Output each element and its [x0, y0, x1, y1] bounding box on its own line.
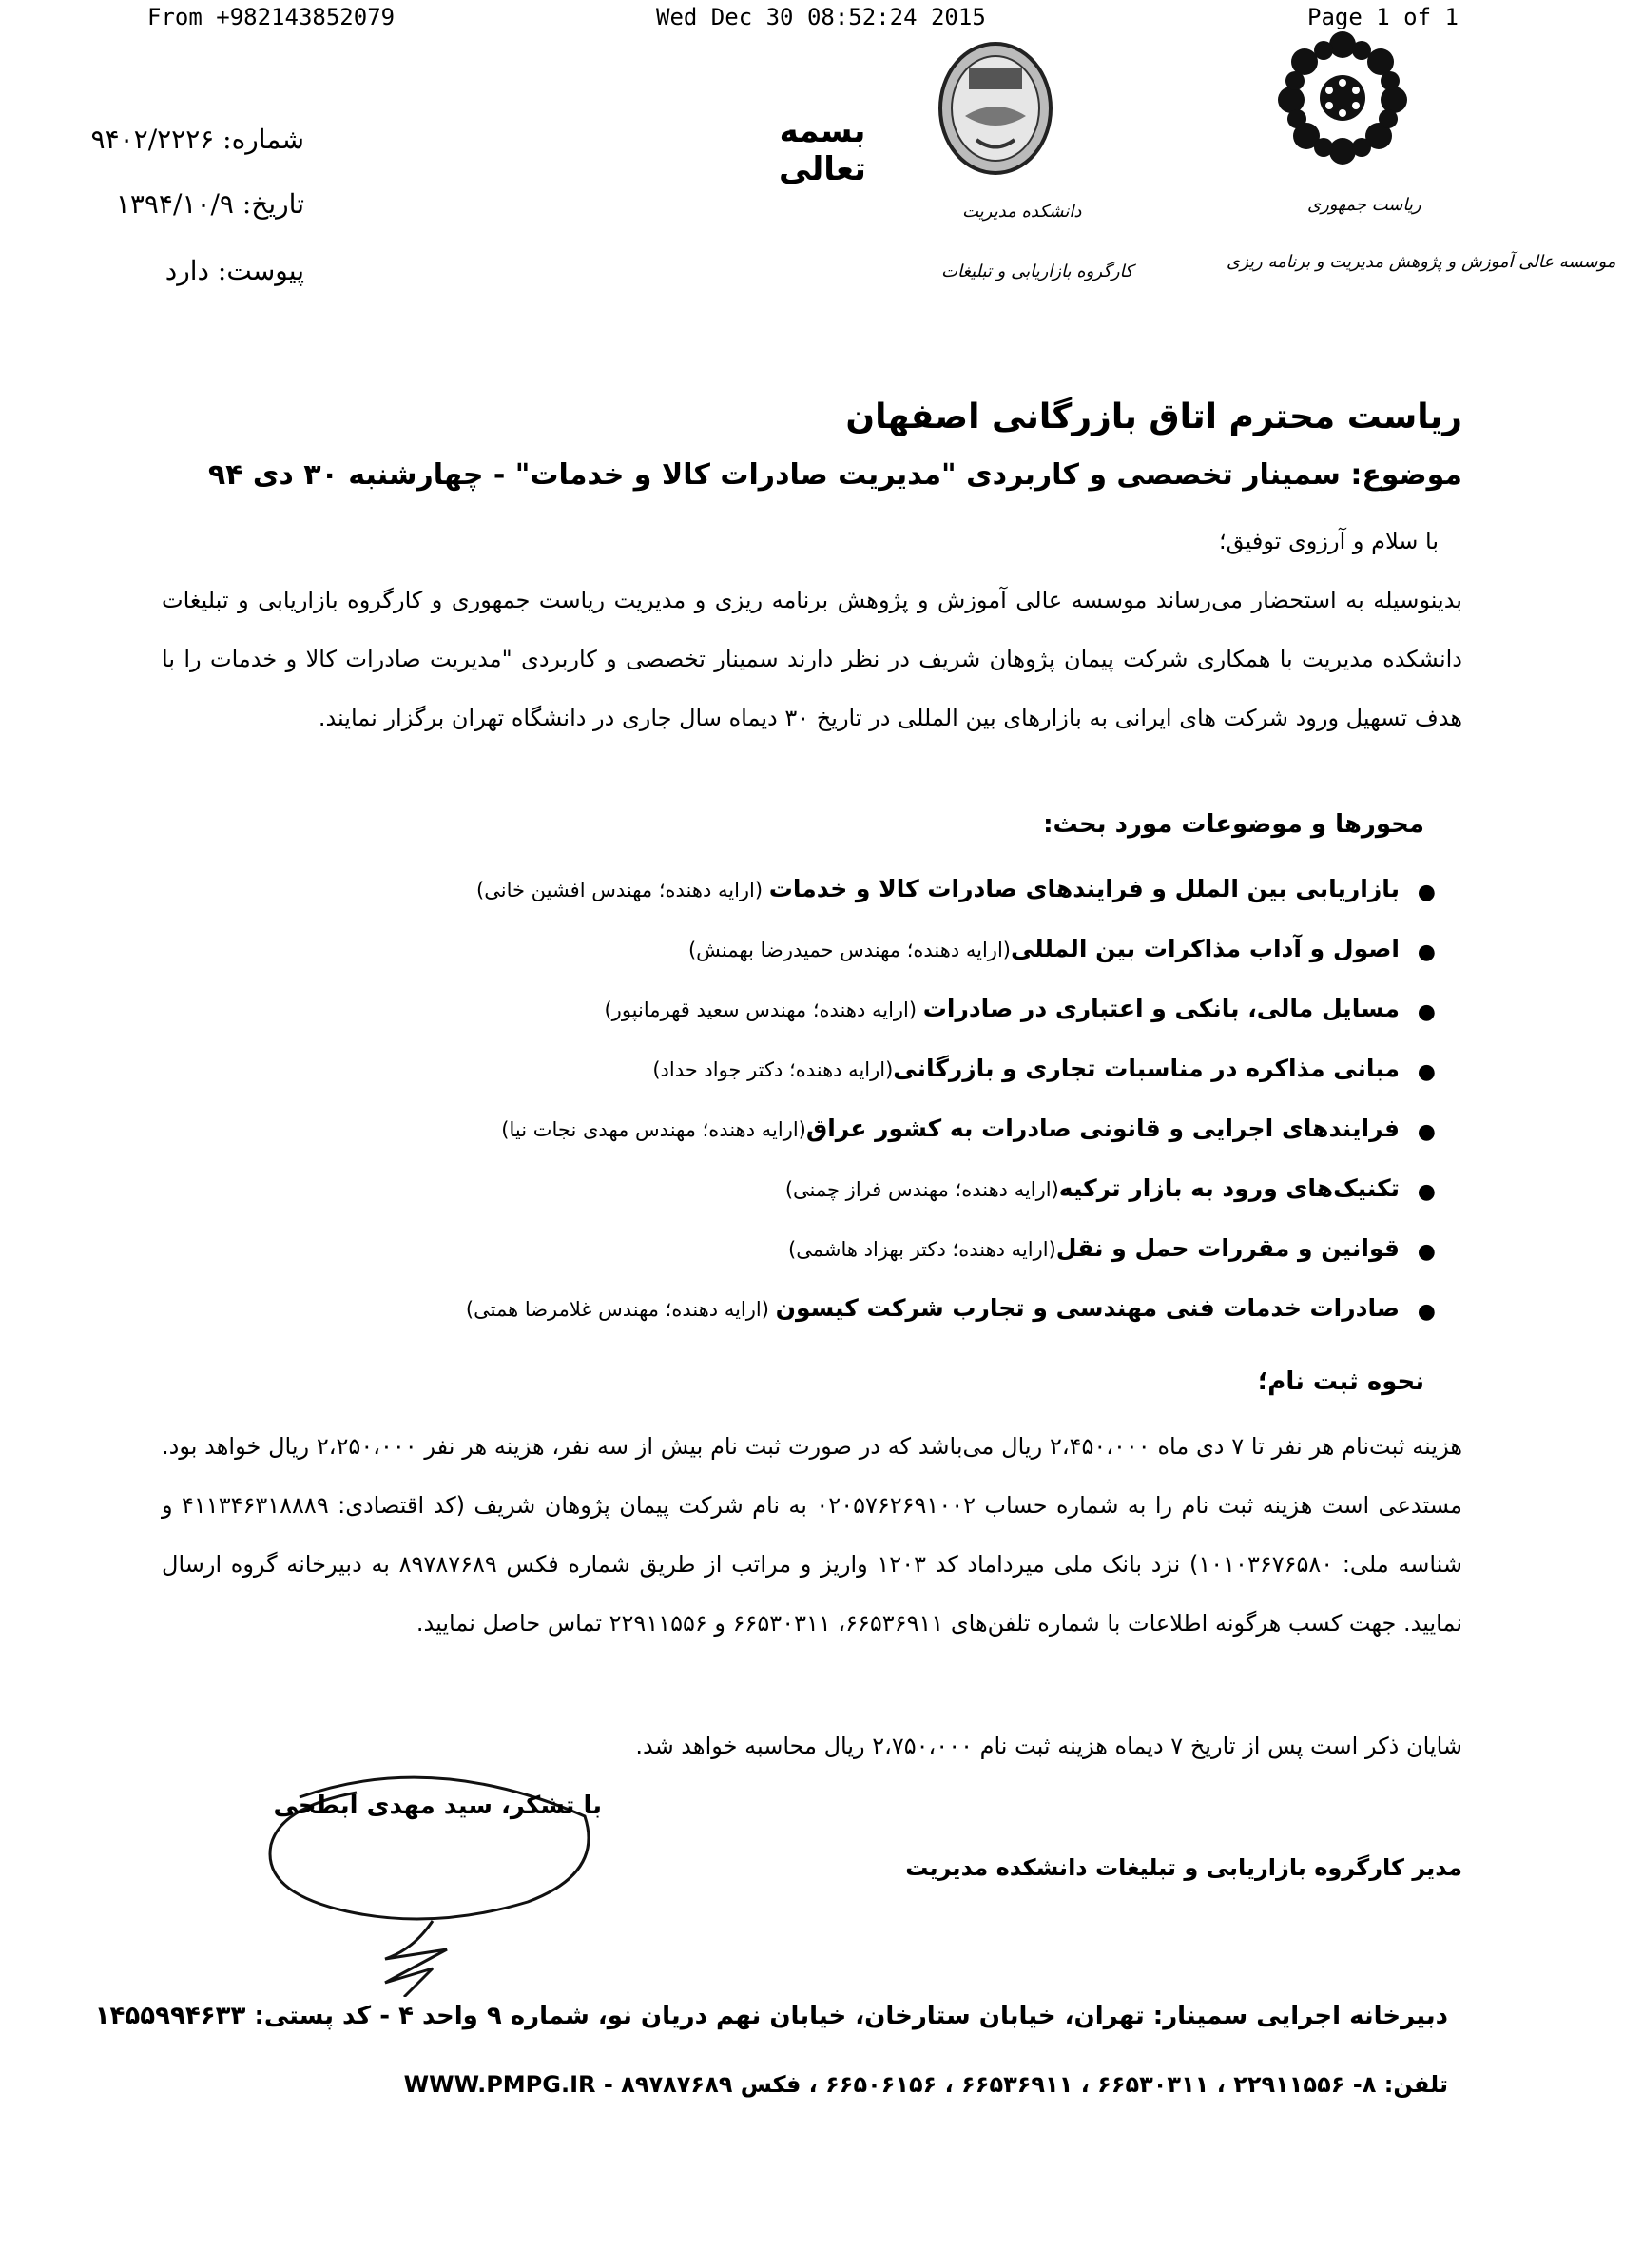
topic-title: مسایل مالی، بانکی و اعتباری در صادرات [922, 995, 1400, 1022]
bullet-icon: ● [1417, 1120, 1436, 1144]
topic-title: بازاریابی بین الملل و فرایندهای صادرات کالا و خدمات [768, 875, 1400, 902]
topic-presenter: (ارایه دهنده؛ دکتر جواد حداد) [652, 1058, 894, 1081]
intro-paragraph: بدینوسیله به استحضار می‌رساند موسسه عالی آموزش و پژوهش برنامه ریزی و مدیریت ریاست جمهوری و کارگروه بازاریابی و تبلیغات دانشکده مدیریت با همکاری شرکت پیمان پژوهان شریف در نظر دارند سمینار تخصصی و کاربردی "مدیریت صادرات کالا و خدمات را با هدف تسهیل ورود شرکت های ایرانی به بازارهای بین المللی در تاریخ ۳۰ دیماه سال جاری در دانشگاه تهران برگزار نمایند. [162, 587, 1462, 731]
logo-right-caption-1: ریاست جمهوری [1307, 195, 1421, 215]
letter-number: شماره: ۹۴۰۲/۲۲۲۶ [90, 124, 304, 155]
footer-contacts: تلفن: ۸- ۲۲۹۱۱۵۵۶ ، ۶۶۵۳۰۳۱۱ ، ۶۶۵۳۶۹۱۱ ، ۶۶۵۰۶۱۵۶ ، فکس ۸۹۷۸۷۶۸۹ - WWW.PMPG.IR [403, 2071, 1448, 2098]
presidency-logo [1274, 24, 1412, 171]
list-item [179, 1053, 1462, 1113]
topic-title: قوانین و مقررات حمل و نقل [1055, 1234, 1400, 1262]
logo-left-caption-1: دانشکده مدیریت [962, 202, 1082, 222]
bullet-icon: ● [1417, 1180, 1436, 1204]
bullet-icon: ● [1417, 940, 1436, 964]
signature-title: مدیر کارگروه بازاریابی و تبلیغات دانشکده مدیریت [905, 1854, 1462, 1881]
logo-left-caption-2: کارگروه بازاریابی و تبلیغات [941, 262, 1133, 281]
letter-date: تاریخ: ۱۳۹۴/۱۰/۹ [115, 188, 304, 220]
topic-presenter: (ارایه دهنده؛ دکتر بهزاد هاشمی) [788, 1238, 1056, 1261]
letter-attachment: پیوست: دارد [164, 255, 304, 286]
topic-title: تکنیک‌های ورود به بازار ترکیه [1058, 1174, 1400, 1202]
registration-paragraph: هزینه ثبت‌نام هر نفر تا ۷ دی ماه ۲،۴۵۰،۰۰۰ ریال می‌باشد که در صورت ثبت نام بیش از سه نفر، هزینه هر نفر ۲،۲۵۰،۰۰۰ ریال خواهد بود. مستدعی است هزینه ثبت نام را به شماره حساب ۰۲۰۵۷۶۲۶۹۱۰۰۲ به نام شرکت پیمان پژوهان شریف (کد اقتصادی: ۴۱۱۳۴۶۳۱۸۸۸۹ و شناسه ملی: ۱۰۱۰۳۶۷۶۵۸۰) نزد بانک ملی میرداماد کد ۱۲۰۳ واریز و مراتب از طریق شماره فکس ۸۹۷۸۷۶۸۹ به دبیرخانه گروه ارسال نمایید. جهت کسب هرگونه اطلاعات با شماره تلفن‌های ۶۶۵۳۶۹۱۱، ۶۶۵۳۰۳۱۱ و ۲۲۹۱۱۵۵۶ تماس حاصل نمایید. [162, 1433, 1462, 1637]
logo-right-caption-2: موسسه عالی آموزش و پژوهش مدیریت و برنامه ریزی [1227, 252, 1616, 272]
note-paragraph: شایان ذکر است پس از تاریخ ۷ دیماه هزینه ثبت نام ۲،۷۵۰،۰۰۰ ریال محاسبه خواهد شد. [635, 1733, 1462, 1759]
list-item [179, 1113, 1462, 1173]
bullet-icon: ● [1417, 1300, 1436, 1324]
topic-presenter: (ارایه دهنده؛ مهندس سعید قهرمانپور) [604, 998, 923, 1021]
topic-presenter: (ارایه دهنده؛ مهندس غلامرضا همتی) [465, 1298, 776, 1321]
bullet-icon: ● [1417, 1000, 1436, 1024]
topics-list [179, 873, 1462, 1352]
topic-presenter: (ارایه دهنده؛ مهندس حمیدرضا بهمنش) [687, 939, 1011, 961]
topic-presenter: (ارایه دهنده؛ مهندس فراز چمنی) [784, 1178, 1059, 1201]
subject: موضوع: سمینار تخصصی و کاربردی "مدیریت صادرات کالا و خدمات" - چهارشنبه ۳۰ دی ۹۴ [207, 458, 1462, 492]
list-item [179, 933, 1462, 993]
list-item [179, 993, 1462, 1053]
list-item [179, 1232, 1462, 1292]
signature-thanks: با تشکر، سید مهدی ابطحی [273, 1792, 602, 1820]
registration-heading: نحوه ثبت نام؛ [1257, 1367, 1424, 1396]
recipient: ریاست محترم اتاق بازرگانی اصفهان [845, 397, 1462, 436]
fax-page: Page 1 of 1 [1307, 4, 1459, 30]
topic-title: مبانی مذاکره در مناسبات تجاری و بازرگانی [893, 1055, 1400, 1082]
list-item [179, 873, 1462, 933]
greeting: با سلام و آرزوی توفیق؛ [1218, 528, 1439, 554]
fax-date: Wed Dec 30 08:52:24 2015 [656, 4, 986, 30]
list-item [179, 1173, 1462, 1232]
topic-title: فرایندهای اجرایی و قانونی صادرات به کشور عراق [805, 1115, 1400, 1142]
topic-presenter: (ارایه دهنده؛ مهندس مهدی نجات نیا) [501, 1118, 806, 1141]
basmala: بسمه تعالی [779, 112, 866, 188]
bullet-icon: ● [1417, 1060, 1436, 1084]
topics-heading: محورها و موضوعات مورد بحث: [1043, 810, 1424, 839]
topic-title: صادرات خدمات فنی مهندسی و تجارب شرکت کیسون [775, 1294, 1400, 1322]
list-item [179, 1292, 1462, 1352]
bullet-icon: ● [1417, 881, 1436, 904]
fax-from: From +982143852079 [147, 4, 396, 30]
topic-title: اصول و آداب مذاکرات بین المللی [1010, 935, 1400, 962]
university-seal-logo [927, 40, 1065, 206]
topic-presenter: (ارایه دهنده؛ مهندس افشین خانی) [476, 879, 769, 901]
bullet-icon: ● [1417, 1240, 1436, 1264]
footer-address: دبیرخانه اجرایی سمینار: تهران، خیابان ستارخان، خیابان نهم دریان نو، شماره ۹ واحد ۴ - کد پستی: ۱۴۵۵۹۹۴۶۳۳ [94, 2002, 1448, 2030]
